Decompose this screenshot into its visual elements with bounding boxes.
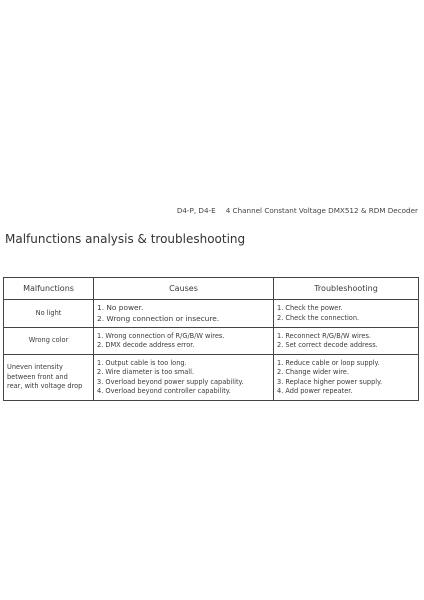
page-header <box>0 206 418 215</box>
causes-cell <box>94 355 274 401</box>
table-header-row <box>4 278 419 300</box>
fix-item: 3. Replace higher power supply. <box>277 377 383 386</box>
cause-item: 4. Overload beyond controller capability. <box>97 386 231 395</box>
cause-item: 2. DMX decode address error. <box>97 341 195 349</box>
malfunction-text: between front and <box>7 372 68 381</box>
troubleshooting-cell <box>274 300 419 328</box>
malfunction-cell <box>4 300 94 328</box>
cause-item: 2. Wrong connection or insecure. <box>97 313 220 323</box>
cause-item: 2. Wire diameter is too small. <box>97 368 195 377</box>
header-troubleshooting: Troubleshooting <box>274 278 419 300</box>
cause-item: 1. Wrong connection of R/G/B/W wires. <box>97 331 225 340</box>
malfunction-text: Wrong color <box>28 336 69 345</box>
malfunction-cell <box>4 328 94 355</box>
troubleshooting-cell <box>274 355 419 401</box>
troubleshooting-table <box>3 277 419 401</box>
causes-cell <box>94 300 274 328</box>
fix-item: 1. Reconnect R/G/B/W wires. <box>277 331 371 340</box>
fix-item: 4. Add power repeater. <box>277 386 353 395</box>
header-causes: Causes <box>94 278 274 300</box>
malfunction-cell <box>4 355 94 401</box>
malfunction-text: Uneven intensity <box>7 363 63 372</box>
table-row <box>4 300 419 328</box>
product-name: 4 Channel Constant Voltage DMX512 & RDM Decoder <box>225 206 418 215</box>
cause-item: 1. No power. <box>97 302 144 312</box>
header-malfunctions: Malfunctions <box>4 278 94 300</box>
troubleshooting-cell <box>274 328 419 355</box>
table-row <box>4 328 419 355</box>
fix-item: 2. Change wider wire. <box>277 368 349 377</box>
fix-item: 2. Check the connection. <box>277 313 360 322</box>
fix-item: 2. Set correct decode address. <box>277 341 378 349</box>
fix-item: 1. Reduce cable or loop supply. <box>277 358 380 367</box>
causes-cell <box>94 328 274 355</box>
model-number: D4-P, D4-E <box>176 206 216 215</box>
fix-item: 1. Check the power. <box>277 304 343 313</box>
section-title: Malfunctions analysis & troubleshooting <box>5 232 246 246</box>
malfunction-text: No light <box>35 308 62 317</box>
table-row <box>4 355 419 401</box>
cause-item: 1. Output cable is too long. <box>97 358 187 367</box>
malfunction-text: rear, with voltage drop <box>7 382 83 391</box>
cause-item: 3. Overload beyond power supply capability. <box>97 377 244 386</box>
